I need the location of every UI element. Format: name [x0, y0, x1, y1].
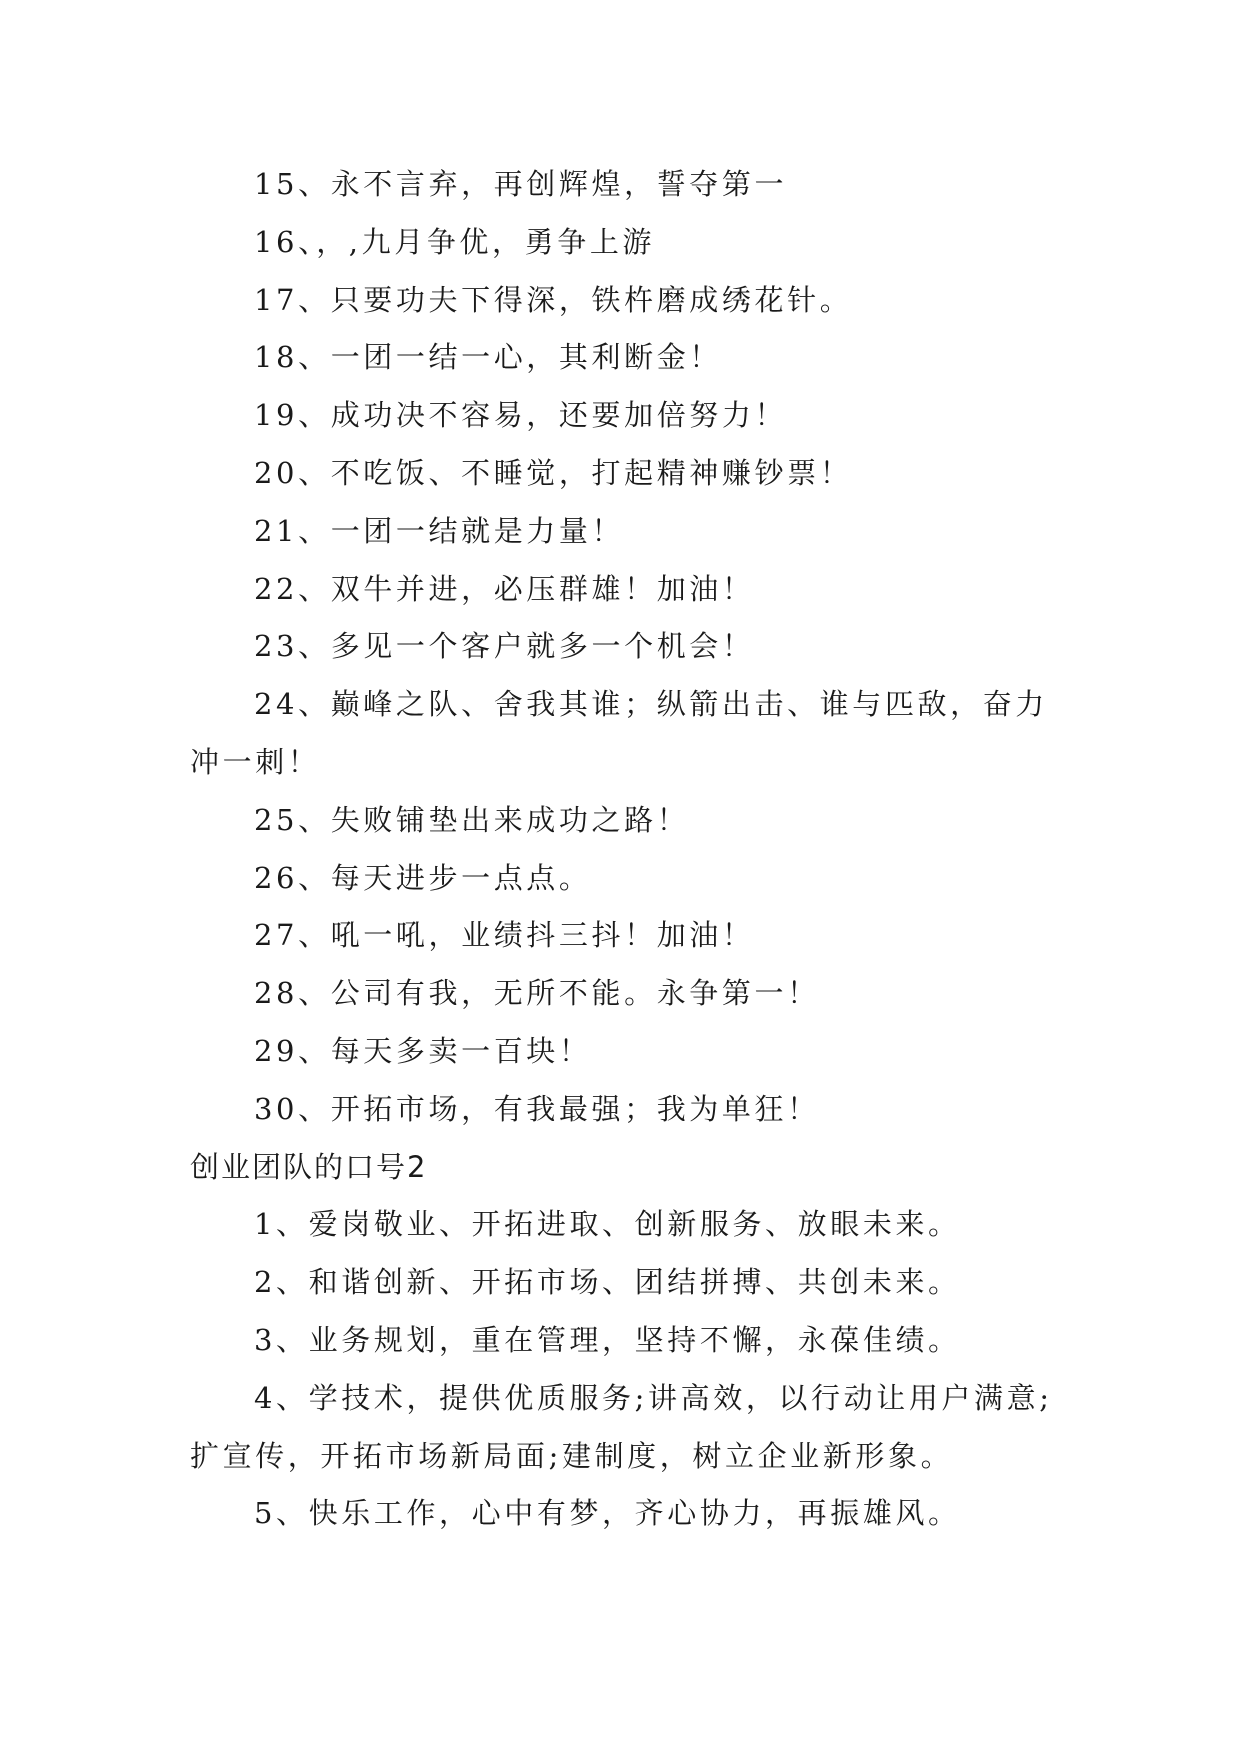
slogan-item-29: 29、每天多卖一百块！	[254, 1033, 592, 1068]
slogan2-item-1: 1、爱岗敬业、开拓进取、创新服务、放眼未来。	[254, 1207, 961, 1242]
slogan-item-16: 16、，,九月争优，勇争上游	[254, 224, 656, 259]
slogan-item-21: 21、一团一结就是力量！	[254, 513, 625, 548]
slogan-item-19: 19、成功决不容易，还要加倍努力！	[254, 398, 788, 433]
slogan-item-30: 30、开拓市场，有我最强；我为单狂！	[254, 1091, 820, 1126]
slogan-item-20: 20、不吃饭、不睡觉，打起精神赚钞票！	[254, 455, 853, 490]
slogan-item-22: 22、双牛并进，必压群雄！加油！	[254, 571, 755, 606]
slogan-item-17: 17、只要功夫下得深，铁杵磨成绣花针。	[254, 282, 853, 317]
section-heading: 创业团队的口号2	[190, 1149, 428, 1184]
slogan-item-24: 24、巅峰之队、舍我其谁；纵箭出击、谁与匹敌，奋力冲一刺！	[190, 687, 1048, 779]
slogan-item-28: 28、公司有我，无所不能。永争第一！	[254, 976, 820, 1011]
slogan-item-26: 26、每天进步一点点。	[254, 860, 592, 895]
document-body	[190, 156, 1055, 1543]
slogan2-item-5: 5、快乐工作，心中有梦，齐心协力，再振雄风。	[254, 1496, 961, 1531]
slogan2-item-2: 2、和谐创新、开拓市场、团结拼搏、共创未来。	[254, 1265, 961, 1300]
slogan-item-15: 15、永不言弃，再创辉煌，誓夺第一	[254, 167, 788, 201]
slogan-item-18: 18、一团一结一心，其利断金！	[254, 340, 722, 375]
slogan2-item-3: 3、业务规划，重在管理，坚持不懈，永葆佳绩。	[254, 1322, 961, 1357]
slogan-item-27: 27、吼一吼，业绩抖三抖！加油！	[254, 918, 755, 953]
slogan2-item-4: 4、学技术，提供优质服务;讲高效，以行动让用户满意;扩宣传，开拓市场新局面;建制度，树立企业新形象。	[190, 1380, 1053, 1473]
slogan-item-25: 25、失败铺垫出来成功之路！	[254, 802, 690, 837]
slogan-item-23: 23、多见一个客户就多一个机会！	[254, 629, 755, 664]
